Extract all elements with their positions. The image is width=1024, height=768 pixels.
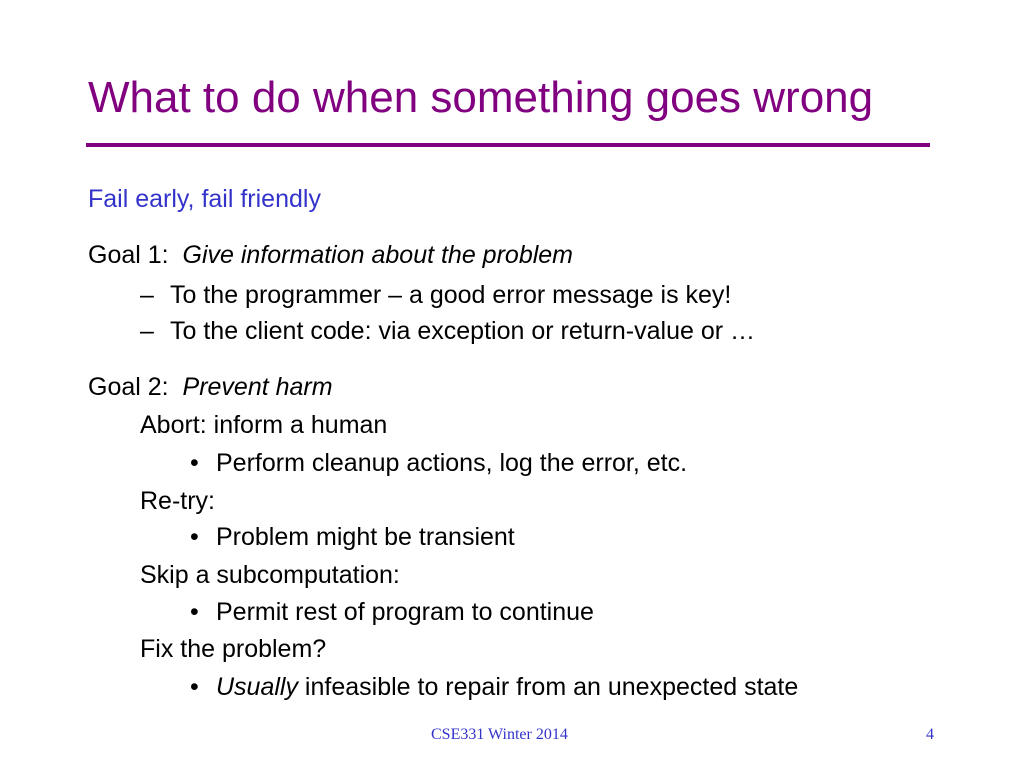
- bullet-marker: •: [190, 523, 199, 551]
- retry-bullet-text: Problem might be transient: [216, 523, 515, 551]
- fix-label: Fix the problem?: [140, 635, 327, 663]
- skip-bullet-item: [190, 596, 594, 628]
- goal-1-item: [140, 315, 755, 347]
- goal-1-item: [140, 279, 731, 311]
- retry-bullet-item: [190, 521, 515, 553]
- bullet-marker: •: [190, 449, 199, 477]
- bullet-marker: •: [190, 598, 199, 626]
- goal-1-label: Goal 1:: [88, 241, 169, 269]
- goal-1-item-text: To the client code: via exception or return-value or …: [170, 317, 756, 345]
- fix-bullet-emphasis: Usually: [216, 673, 298, 701]
- goal-1-line: [88, 239, 573, 271]
- skip-label: Skip a subcomputation:: [140, 561, 400, 589]
- skip-bullet-text: Permit rest of program to continue: [216, 598, 594, 626]
- abort-bullet-text: Perform cleanup actions, log the error, etc.: [216, 449, 688, 477]
- slide-title: What to do when something goes wrong: [88, 73, 874, 122]
- dash-marker: –: [140, 281, 154, 309]
- abort-bullet-item: [190, 447, 687, 479]
- goal-2-label: Goal 2:: [88, 373, 169, 401]
- bullet-marker: •: [190, 673, 199, 701]
- fix-bullet-text: infeasible to repair from an unexpected state: [297, 673, 799, 701]
- goal-2-line: [88, 371, 333, 403]
- footer-page-number: 4: [926, 726, 934, 743]
- dash-marker: –: [140, 317, 154, 345]
- goal-2-text: Prevent harm: [182, 373, 333, 401]
- footer-course: CSE331 Winter 2014: [431, 726, 568, 743]
- abort-label: Abort: inform a human: [140, 411, 388, 439]
- fix-bullet-item: [190, 671, 798, 703]
- goal-1-text: Give information about the problem: [182, 241, 574, 269]
- goal-1-item-text: To the programmer – a good error message is key!: [170, 281, 732, 309]
- slide-subtitle: Fail early, fail friendly: [88, 185, 321, 213]
- retry-label: Re-try:: [140, 487, 215, 515]
- title-underline: [86, 143, 930, 147]
